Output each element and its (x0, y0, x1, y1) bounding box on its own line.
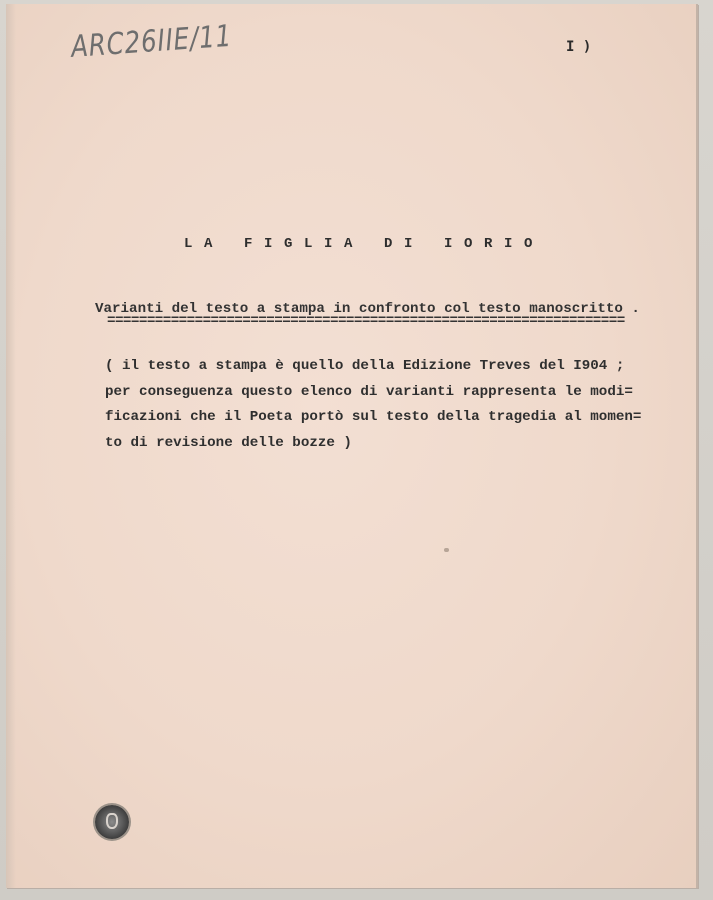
subtitle-underline: ================================================================= (107, 313, 625, 329)
note-line: per conseguenza questo elenco di varianti rappresenta le modi= (105, 383, 633, 400)
stamp-emblem-icon (106, 813, 118, 829)
paper-sheet (6, 4, 698, 888)
note-line: ( il testo a stampa è quello della Edizione Treves del I904 ; (105, 358, 625, 374)
paper-spot (444, 548, 449, 552)
archive-stamp-icon (95, 805, 129, 839)
note-line: ficazioni che il Poeta portò sul testo della tragedia al momen= (105, 409, 642, 425)
handwritten-archive-code: ARC26IIE/11 (70, 18, 234, 65)
edition-note (105, 354, 641, 456)
document-subtitle: Varianti del testo a stampa in confronto col testo manoscritto . (95, 301, 640, 317)
page-number: I ) (566, 39, 592, 55)
note-line: to di revisione delle bozze ) (105, 434, 352, 451)
document-title: LA FIGLIA DI IORIO (184, 236, 545, 252)
